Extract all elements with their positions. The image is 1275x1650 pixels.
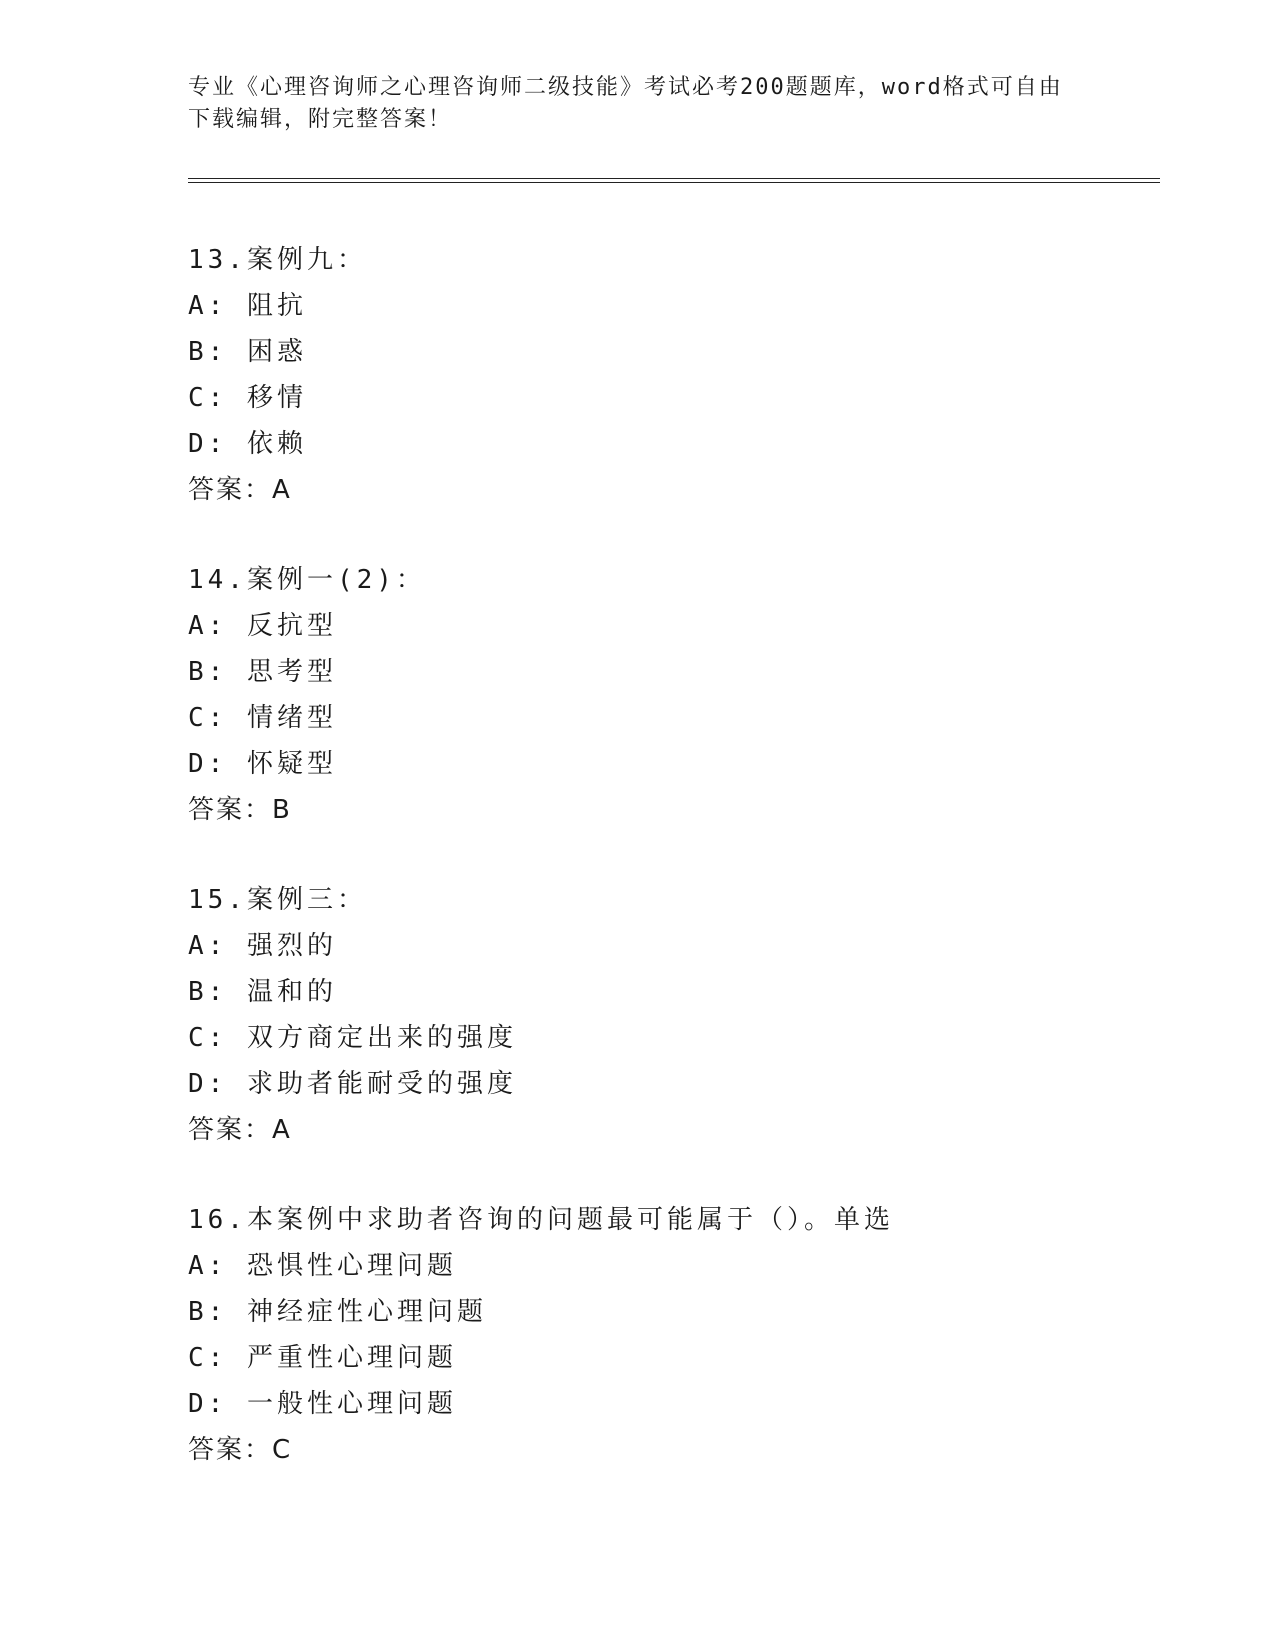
option-b: B: 温和的: [188, 977, 337, 1007]
answer-line: 答案：A: [188, 475, 292, 505]
option-a: A: 阻抗: [188, 291, 307, 321]
answer-line: 答案：C: [188, 1435, 293, 1465]
option-c: C: 情绪型: [188, 703, 337, 733]
option-b: B: 思考型: [188, 657, 337, 687]
option-b: B: 神经症性心理问题: [188, 1297, 487, 1327]
option-c: C: 移情: [188, 383, 307, 413]
question-list: [188, 237, 1160, 1517]
answer-line: 答案：A: [188, 1115, 292, 1145]
option-a: A: 强烈的: [188, 931, 337, 961]
question-16: [188, 1197, 1160, 1517]
question-stem: 13.案例九：: [188, 245, 367, 275]
option-d: D: 怀疑型: [188, 749, 337, 779]
question-14: [188, 557, 1160, 877]
option-d: D: 依赖: [188, 429, 307, 459]
option-a: A: 反抗型: [188, 611, 337, 641]
question-stem: 15.案例三：: [188, 885, 367, 915]
option-d: D: 求助者能耐受的强度: [188, 1069, 517, 1099]
question-13: [188, 237, 1160, 557]
question-stem: 14.案例一(2)：: [188, 565, 426, 595]
question-15: [188, 877, 1160, 1197]
option-c: C: 双方商定出来的强度: [188, 1023, 517, 1053]
option-a: A: 恐惧性心理问题: [188, 1251, 457, 1281]
question-stem: 16.本案例中求助者咨询的问题最可能属于（）。单选: [188, 1205, 894, 1235]
document-header: 专业《心理咨询师之心理咨询师二级技能》考试必考200题题库，word格式可自由下载编辑，附完整答案！: [188, 75, 1063, 132]
answer-line: 答案：B: [188, 795, 292, 825]
option-c: C: 严重性心理问题: [188, 1343, 457, 1373]
header-divider: [188, 178, 1160, 183]
option-b: B: 困惑: [188, 337, 307, 367]
option-d: D: 一般性心理问题: [188, 1389, 457, 1419]
